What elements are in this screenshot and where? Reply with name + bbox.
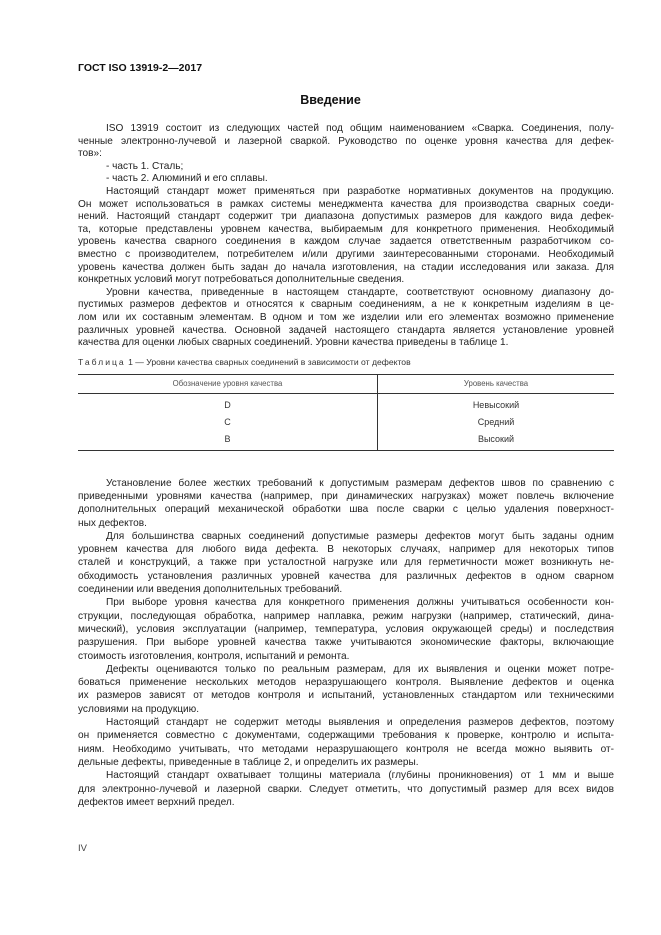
table-caption-text: 1 — Уровни качества сварных соединений в зависимости от дефектов xyxy=(128,356,411,367)
paragraph xyxy=(78,769,614,809)
table-cell: D xyxy=(78,393,378,414)
section-title: Введение xyxy=(300,93,361,107)
text-line: тов»: xyxy=(78,148,102,160)
paragraph xyxy=(78,287,614,350)
text-line: качества для оценки любых сварных соединений. Уровни качества приведены в таблице 1. xyxy=(78,337,509,349)
text-line: дельные дефекты, приведенные в таблице 2, и определить их размеры. xyxy=(78,756,419,768)
intro-text-bottom xyxy=(78,477,614,809)
text-line: сталей и конструкций, а также при усталостной нагрузке или для герметичности может возникнуть не- xyxy=(78,557,614,569)
paragraph xyxy=(78,716,614,769)
quality-levels-table xyxy=(78,374,614,451)
text-line: он применяется совместно с документами, содержащими требования к проверке, контролю и испыта- xyxy=(78,730,614,742)
text-line: Дефекты оцениваются только по реальным размерам, для их выявления и оценки может потре- xyxy=(106,663,614,675)
table-row xyxy=(78,414,614,431)
text-line: ниям. Необходимо учитывать, что методами неразрушающего контроля не всегда можно выявить от- xyxy=(78,743,614,755)
text-line: ных дефектов. xyxy=(78,517,147,529)
text-line: соединении или введения дополнительных требований. xyxy=(78,584,343,596)
table-header-designation: Обозначение уровня качества xyxy=(78,374,378,393)
text-line: ISO 13919 состоит из следующих частей под общим наименованием «Сварка. Соединения, полу- xyxy=(106,123,614,134)
text-line: конкретных условий могут потребоваться дополнительные сведения. xyxy=(78,274,405,286)
text-line: Настоящий стандарт может применяться при разработке нормативных документов на продукцию. xyxy=(106,185,614,197)
paragraph xyxy=(78,186,614,287)
table-cell: B xyxy=(78,431,378,451)
paragraph xyxy=(78,123,614,161)
page-number: IV xyxy=(78,843,87,854)
text-line: та, которые представлены уровнем качества, выбираемым для конкретного применения. Необходимый xyxy=(78,223,614,235)
intro-text-top xyxy=(78,123,614,350)
document-header: ГОСТ ISO 13919-2—2017 xyxy=(78,62,203,74)
text-line: мический), условия эксплуатации (например, температура, условия окружающей среды) и последствия xyxy=(78,623,614,635)
list-item: - часть 1. Сталь; xyxy=(106,160,184,172)
text-line: вместно с производителем, потребителем и/или другими заинтересованными сторонами. Необходимый xyxy=(78,248,614,260)
text-line: разрушения. При выборе уровней качества также учитываются экономические факторы, включающие xyxy=(78,637,614,649)
text-line: приведенными уровнями качества (например, при динамических нагрузках) может повлечь включение xyxy=(78,490,614,502)
text-line: лом или их составным элементам. В одном и том же изделии или его элементах возможно применение xyxy=(78,311,614,323)
list-item: - часть 2. Алюминий и его сплавы. xyxy=(106,173,268,185)
text-line: струкции, последующая обработка, например наплавка, режим нагрузки (например, статический, дина- xyxy=(78,610,614,622)
text-line: нений. Настоящий стандарт содержит три диапазона допустимых размеров для каждого вида дефек- xyxy=(78,211,614,223)
text-line: Установление более жестких требований к допустимым размерам дефектов швов по сравнению с xyxy=(106,477,614,489)
text-line: для электронно-лучевой и лазерной сварки. Следует отметить, что допустимый размер для всех видов xyxy=(78,783,614,795)
text-line: стоимость изготовления, контроля, испытаний и ремонта. xyxy=(78,650,350,662)
text-line: пустимых размеров дефектов и относятся к сварным соединениям, а не к конкретным изделиям в це- xyxy=(78,299,614,311)
table-row xyxy=(78,431,614,451)
text-line: дополнительных операций механической обработки шва после сварки с целью удаления поверхност- xyxy=(78,504,614,516)
table-header-level: Уровень качества xyxy=(378,374,615,393)
page-body xyxy=(78,123,614,809)
table-row xyxy=(78,393,614,414)
text-line: При выборе уровня качества для конкретного применения должны учитываться особенности кон- xyxy=(106,597,614,609)
text-line: ченные электронно-лучевой и лазерной сваркой. Руководство по оценке уровня качества для дефек- xyxy=(78,135,614,147)
table-caption xyxy=(78,356,614,368)
text-line: дефектов имеет верхний предел. xyxy=(78,796,235,808)
text-line: Уровни качества, приведенные в настоящем стандарте, соответствуют основному диапазону до- xyxy=(106,286,614,298)
text-line: Настоящий стандарт охватывает толщины материала (глубины проникновения) от 1 мм и выше xyxy=(106,770,614,782)
paragraph xyxy=(78,477,614,530)
text-line: уровень качества сварного соединения в каждом случае задается ответственным разработчиком со- xyxy=(78,236,614,248)
text-line: обходимость установления различных уровней качества для различных дефектов в одном сварном xyxy=(78,570,614,582)
paragraph xyxy=(78,596,614,662)
text-line: Он может использоваться в рамках системы менеджмента качества для производства сварных соеди- xyxy=(78,198,614,210)
table-cell: Средний xyxy=(477,416,515,427)
text-line: их размеров зависят от методов контроля и испытаний, установленных стандартом или техническими xyxy=(78,690,614,702)
text-line: различных уровней качества. Основной задачей настоящего стандарта является установление уровней xyxy=(78,324,614,336)
text-line: боваться применение нескольких методов неразрушающего контроля. Выявление дефектов и оценка xyxy=(78,677,614,689)
text-line: условиями на продукцию. xyxy=(78,703,200,715)
paragraph xyxy=(78,663,614,716)
text-line: уровнем качества для любого вида дефекта. В некоторых случаях, например для некоторых типов xyxy=(78,544,614,556)
text-line: Для большинства сварных соединений допустимые размеры дефектов могут быть заданы одним xyxy=(106,530,614,542)
paragraph xyxy=(78,530,614,596)
table-cell: Высокий xyxy=(378,431,615,451)
table-cell: Невысокий xyxy=(472,399,520,410)
bullet-list xyxy=(78,161,614,186)
table-cell: C xyxy=(78,414,378,431)
text-line: Настоящий стандарт не содержит методы выявления и определения размеров дефектов, поэтому xyxy=(106,717,614,729)
text-line: уровень качества должен быть задан до начала изготовления, на стадии исследования или заказа. Для xyxy=(78,261,614,273)
table-caption-label: Таблица xyxy=(78,356,126,367)
